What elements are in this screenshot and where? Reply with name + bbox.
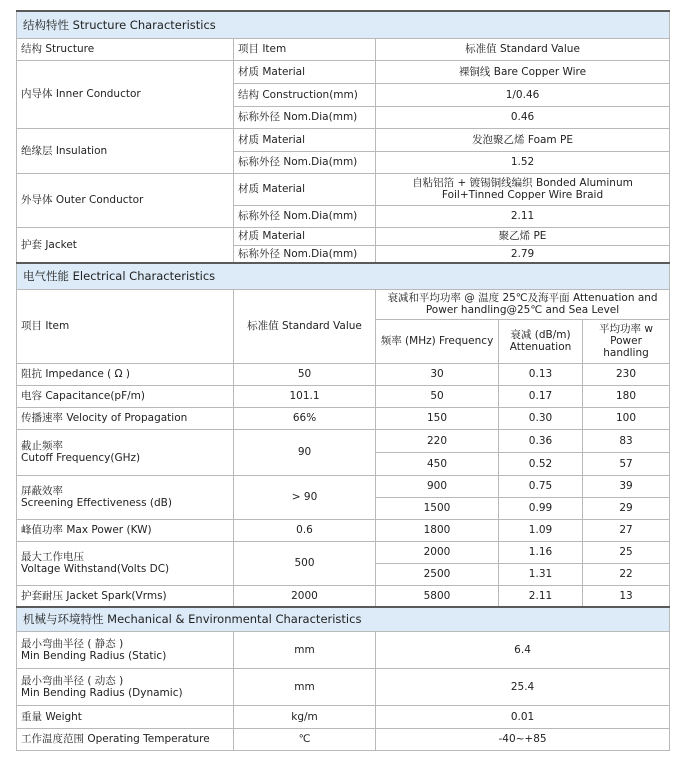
- power-cell: 25: [583, 541, 670, 563]
- value-cell: 6.4: [376, 631, 670, 668]
- atten-cell: 0.30: [499, 407, 583, 429]
- value-cell: 聚乙烯 PE: [376, 227, 670, 245]
- item-cell: 标称外径 Nom.Dia(mm): [234, 245, 376, 263]
- item-cell: 材质 Material: [234, 128, 376, 151]
- spec-table: [16, 10, 670, 751]
- table-row: [17, 128, 670, 151]
- param-value: 50: [234, 363, 376, 385]
- value-cell: 2.11: [376, 205, 670, 227]
- table-row: [17, 173, 670, 205]
- mech-label: [17, 668, 234, 705]
- col-standard-value: 标准值 Standard Value: [376, 38, 670, 60]
- param-label-shielding: [17, 475, 234, 519]
- value-cell: 自粘铝箔 + 镀锡铜线编织 Bonded Aluminum Foil+Tinned Copper Wire Braid: [376, 173, 670, 205]
- value-cell: 1/0.46: [376, 83, 670, 106]
- param-label: 电容 Capacitance(pF/m): [17, 385, 234, 407]
- section-header-structure: [17, 11, 670, 38]
- col-attenuation: 衰减 (dB/m) Attenuation: [499, 319, 583, 363]
- power-cell: 180: [583, 385, 670, 407]
- table-row: [17, 541, 670, 563]
- atten-cell: 0.36: [499, 429, 583, 452]
- value-cell: 25.4: [376, 668, 670, 705]
- table-row: [17, 728, 670, 750]
- col-structure: 结构 Structure: [17, 38, 234, 60]
- unit-cell: mm: [234, 668, 376, 705]
- mech-label: [17, 631, 234, 668]
- col-power-handling: 平均功率 w Power handling: [583, 319, 670, 363]
- mechanical-title: 机械与环境特性 Mechanical & Environmental Characteristics: [17, 607, 670, 631]
- electrical-column-headers: [17, 289, 670, 319]
- param-label: 传播速率 Velocity of Propagation: [17, 407, 234, 429]
- unit-cell: kg/m: [234, 705, 376, 728]
- label-cn: 屏蔽效率: [21, 485, 63, 497]
- power-cell: 13: [583, 585, 670, 607]
- power-cell: 27: [583, 519, 670, 541]
- value-cell: 0.46: [376, 106, 670, 128]
- item-cell: 标称外径 Nom.Dia(mm): [234, 151, 376, 173]
- label-en: Voltage Withstand(Volts DC): [21, 563, 170, 575]
- section-header-electrical: [17, 263, 670, 289]
- mech-label: 工作温度范围 Operating Temperature: [17, 728, 234, 750]
- value-cell: 发泡聚乙烯 Foam PE: [376, 128, 670, 151]
- atten-cell: 0.52: [499, 452, 583, 475]
- col-frequency: 频率 (MHz) Frequency: [376, 319, 499, 363]
- label-cn: 截止频率: [21, 440, 63, 452]
- power-cell: 22: [583, 563, 670, 585]
- table-row: [17, 363, 670, 385]
- table-row: [17, 631, 670, 668]
- value-cell: 0.01: [376, 705, 670, 728]
- param-value: 0.6: [234, 519, 376, 541]
- value-cell: 1.52: [376, 151, 670, 173]
- atten-cell: 0.75: [499, 475, 583, 497]
- atten-cell: 1.16: [499, 541, 583, 563]
- freq-cell: 2000: [376, 541, 499, 563]
- freq-cell: 220: [376, 429, 499, 452]
- electrical-title: 电气性能 Electrical Characteristics: [17, 263, 670, 289]
- structure-title: 结构特性 Structure Characteristics: [17, 11, 670, 38]
- table-row: [17, 429, 670, 452]
- power-cell: 57: [583, 452, 670, 475]
- param-label: 峰值功率 Max Power (KW): [17, 519, 234, 541]
- atten-cell: 0.13: [499, 363, 583, 385]
- power-cell: 100: [583, 407, 670, 429]
- freq-cell: 2500: [376, 563, 499, 585]
- label-cn: 最大工作电压: [21, 551, 84, 563]
- label-cn: 最小弯曲半径 ( 静态 ): [21, 637, 124, 650]
- freq-cell: 5800: [376, 585, 499, 607]
- power-cell: 39: [583, 475, 670, 497]
- freq-cell: 1800: [376, 519, 499, 541]
- freq-cell: 1500: [376, 497, 499, 519]
- freq-cell: 30: [376, 363, 499, 385]
- value-cell: 2.79: [376, 245, 670, 263]
- outer-conductor-label: 外导体 Outer Conductor: [17, 173, 234, 227]
- freq-cell: 50: [376, 385, 499, 407]
- table-row: [17, 668, 670, 705]
- param-value: 101.1: [234, 385, 376, 407]
- col-item: 项目 Item: [17, 289, 234, 363]
- atten-cell: 0.17: [499, 385, 583, 407]
- label-en: Min Bending Radius (Dynamic): [21, 686, 183, 699]
- param-value: 2000: [234, 585, 376, 607]
- section-header-mechanical: [17, 607, 670, 631]
- atten-cell: 2.11: [499, 585, 583, 607]
- unit-cell: ℃: [234, 728, 376, 750]
- power-cell: 83: [583, 429, 670, 452]
- table-row: [17, 519, 670, 541]
- mech-label: 重量 Weight: [17, 705, 234, 728]
- structure-column-headers: [17, 38, 670, 60]
- table-row: [17, 407, 670, 429]
- power-cell: 29: [583, 497, 670, 519]
- param-value: > 90: [234, 475, 376, 519]
- value-cell: 裸铜线 Bare Copper Wire: [376, 60, 670, 83]
- table-row: [17, 705, 670, 728]
- label-en: Cutoff Frequency(GHz): [21, 452, 141, 464]
- atten-cell: 1.09: [499, 519, 583, 541]
- label-en: Min Bending Radius (Static): [21, 649, 167, 662]
- param-value: 500: [234, 541, 376, 585]
- param-label: 护套耐压 Jacket Spark(Vrms): [17, 585, 234, 607]
- label-en: Screening Effectiveness (dB): [21, 497, 172, 509]
- freq-cell: 150: [376, 407, 499, 429]
- table-row: [17, 60, 670, 83]
- power-cell: 230: [583, 363, 670, 385]
- param-label: 阻抗 Impedance ( Ω ): [17, 363, 234, 385]
- item-cell: 材质 Material: [234, 227, 376, 245]
- insulation-label: 绝缘层 Insulation: [17, 128, 234, 173]
- atten-cell: 1.31: [499, 563, 583, 585]
- param-label-voltage: [17, 541, 234, 585]
- item-cell: 标称外径 Nom.Dia(mm): [234, 106, 376, 128]
- freq-cell: 450: [376, 452, 499, 475]
- attenuation-header: 衰减和平均功率 @ 温度 25℃及海平面 Attenuation and Power handling@25℃ and Sea Level: [376, 289, 670, 319]
- col-item: 项目 Item: [234, 38, 376, 60]
- jacket-label: 护套 Jacket: [17, 227, 234, 263]
- item-cell: 标称外径 Nom.Dia(mm): [234, 205, 376, 227]
- table-row: [17, 385, 670, 407]
- item-cell: 结构 Construction(mm): [234, 83, 376, 106]
- table-row: [17, 475, 670, 497]
- col-standard-value: 标准值 Standard Value: [234, 289, 376, 363]
- table-row: [17, 227, 670, 245]
- label-cn: 最小弯曲半径 ( 动态 ): [21, 674, 124, 687]
- unit-cell: mm: [234, 631, 376, 668]
- item-cell: 材质 Material: [234, 60, 376, 83]
- freq-cell: 900: [376, 475, 499, 497]
- spec-sheet: [16, 10, 669, 751]
- atten-cell: 0.99: [499, 497, 583, 519]
- param-value: 90: [234, 429, 376, 475]
- value-cell: -40~+85: [376, 728, 670, 750]
- inner-conductor-label: 内导体 Inner Conductor: [17, 60, 234, 128]
- param-value: 66%: [234, 407, 376, 429]
- table-row: [17, 585, 670, 607]
- item-cell: 材质 Material: [234, 173, 376, 205]
- param-label-cutoff: [17, 429, 234, 475]
